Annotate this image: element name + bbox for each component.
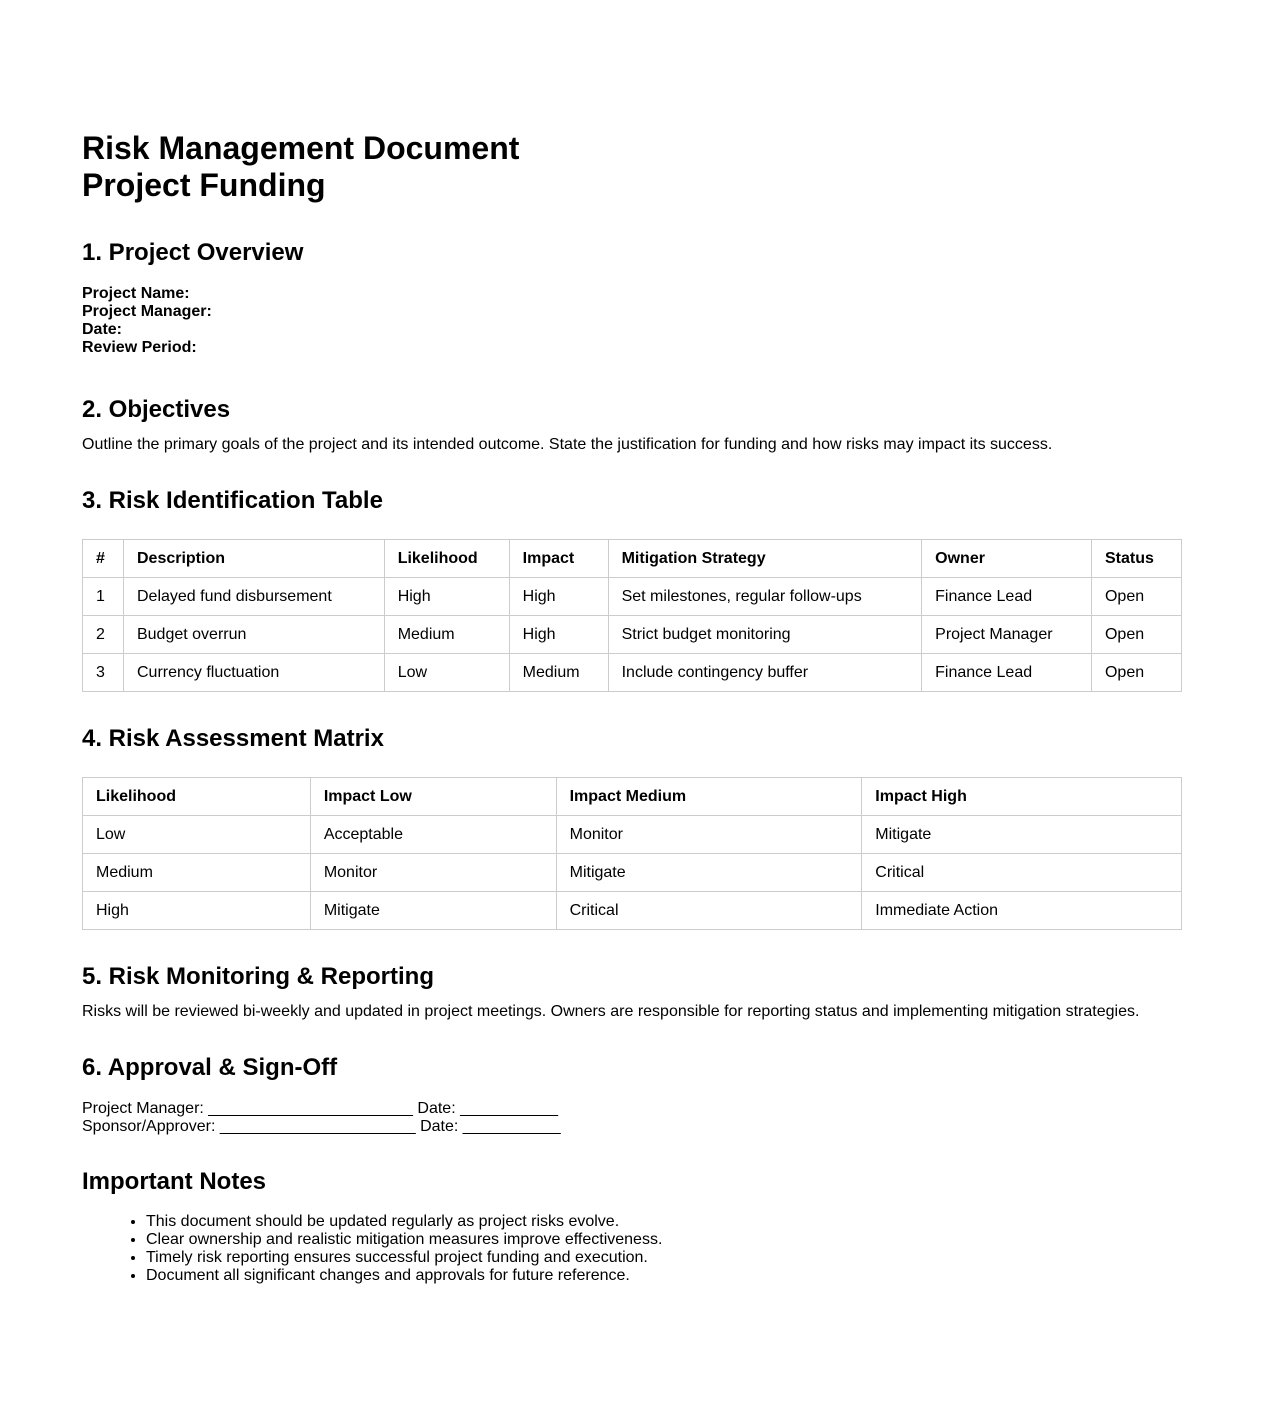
table-cell: Mitigate bbox=[556, 854, 862, 892]
table-cell: Medium bbox=[384, 616, 509, 654]
table-cell: 3 bbox=[83, 654, 124, 692]
table-cell: Finance Lead bbox=[922, 654, 1092, 692]
table-row bbox=[83, 616, 1182, 654]
signoff-block bbox=[82, 1100, 1182, 1136]
table-row bbox=[83, 892, 1182, 930]
risk-table-heading: 3. Risk Identification Table bbox=[82, 487, 383, 514]
table-row bbox=[83, 854, 1182, 892]
objectives-text: Outline the primary goals of the project and its intended outcome. State the justification for funding and how risks may impact its success. bbox=[82, 436, 1053, 453]
risk-assessment-matrix bbox=[82, 777, 1182, 930]
document-content bbox=[82, 130, 1182, 1285]
table-cell: Open bbox=[1091, 578, 1181, 616]
table-cell: Set milestones, regular follow-ups bbox=[608, 578, 922, 616]
matrix-heading: 4. Risk Assessment Matrix bbox=[82, 725, 384, 752]
list-item: • Timely risk reporting ensures successful project funding and execution. bbox=[146, 1249, 1182, 1267]
list-item: • This document should be updated regularly as project risks evolve. bbox=[146, 1213, 1182, 1231]
table-cell: Currency fluctuation bbox=[123, 654, 384, 692]
table-cell: 1 bbox=[83, 578, 124, 616]
table-cell: Project Manager bbox=[922, 616, 1092, 654]
project-manager-label: Project Manager: bbox=[82, 303, 212, 320]
table-cell: Delayed fund disbursement bbox=[123, 578, 384, 616]
table-cell: Critical bbox=[556, 892, 862, 930]
column-header: Impact Medium bbox=[556, 778, 862, 816]
column-header: Owner bbox=[922, 540, 1092, 578]
objectives-heading: 2. Objectives bbox=[82, 396, 231, 423]
document-title-line1: Risk Management Document bbox=[82, 130, 520, 166]
table-cell: Immediate Action bbox=[862, 892, 1182, 930]
table-cell: Budget overrun bbox=[123, 616, 384, 654]
table-cell: High bbox=[83, 892, 311, 930]
column-header: # bbox=[83, 540, 124, 578]
column-header: Likelihood bbox=[384, 540, 509, 578]
review-period-label: Review Period: bbox=[82, 339, 197, 356]
table-cell: Monitor bbox=[556, 816, 862, 854]
table-cell: Include contingency buffer bbox=[608, 654, 922, 692]
date-label: Date: bbox=[82, 321, 123, 338]
table-cell: Low bbox=[384, 654, 509, 692]
table-cell: Open bbox=[1091, 616, 1181, 654]
table-row bbox=[83, 816, 1182, 854]
table-cell: Mitigate bbox=[310, 892, 556, 930]
table-header-row bbox=[83, 540, 1182, 578]
table-cell: High bbox=[509, 616, 608, 654]
column-header: Impact High bbox=[862, 778, 1182, 816]
table-cell: Finance Lead bbox=[922, 578, 1092, 616]
table-cell: Low bbox=[83, 816, 311, 854]
monitoring-text: Risks will be reviewed bi-weekly and updated in project meetings. Owners are responsible for reporting status and implementing mitigation strategies. bbox=[82, 1003, 1140, 1020]
table-row bbox=[83, 578, 1182, 616]
table-cell: Strict budget monitoring bbox=[608, 616, 922, 654]
overview-fields bbox=[82, 285, 1182, 357]
table-cell: Critical bbox=[862, 854, 1182, 892]
column-header: Impact Low bbox=[310, 778, 556, 816]
overview-heading: 1. Project Overview bbox=[82, 239, 304, 266]
table-cell: 2 bbox=[83, 616, 124, 654]
list-item: • Document all significant changes and approvals for future reference. bbox=[146, 1267, 1182, 1285]
list-item: • Clear ownership and realistic mitigation measures improve effectiveness. bbox=[146, 1231, 1182, 1249]
document-title-line2: Project Funding bbox=[82, 167, 326, 203]
table-row bbox=[83, 654, 1182, 692]
risk-identification-table bbox=[82, 539, 1182, 692]
column-header: Likelihood bbox=[83, 778, 311, 816]
table-cell: Medium bbox=[83, 854, 311, 892]
table-header-row bbox=[83, 778, 1182, 816]
table-cell: Acceptable bbox=[310, 816, 556, 854]
document-title bbox=[82, 130, 1182, 204]
table-cell: High bbox=[509, 578, 608, 616]
project-name-label: Project Name: bbox=[82, 285, 190, 302]
table-cell: Mitigate bbox=[862, 816, 1182, 854]
sponsor-signoff-line: Sponsor/Approver: ______________________ Date: ___________ bbox=[82, 1118, 561, 1135]
notes-list bbox=[82, 1213, 1182, 1285]
approval-heading: 6. Approval & Sign-Off bbox=[82, 1054, 338, 1081]
column-header: Description bbox=[123, 540, 384, 578]
table-cell: Open bbox=[1091, 654, 1181, 692]
column-header: Mitigation Strategy bbox=[608, 540, 922, 578]
column-header: Impact bbox=[509, 540, 608, 578]
column-header: Status bbox=[1091, 540, 1181, 578]
project-manager-signoff-line: Project Manager: _______________________ Date: ___________ bbox=[82, 1100, 558, 1117]
table-cell: Monitor bbox=[310, 854, 556, 892]
table-cell: Medium bbox=[509, 654, 608, 692]
notes-heading: Important Notes bbox=[82, 1168, 267, 1195]
table-cell: High bbox=[384, 578, 509, 616]
monitoring-heading: 5. Risk Monitoring & Reporting bbox=[82, 963, 434, 990]
